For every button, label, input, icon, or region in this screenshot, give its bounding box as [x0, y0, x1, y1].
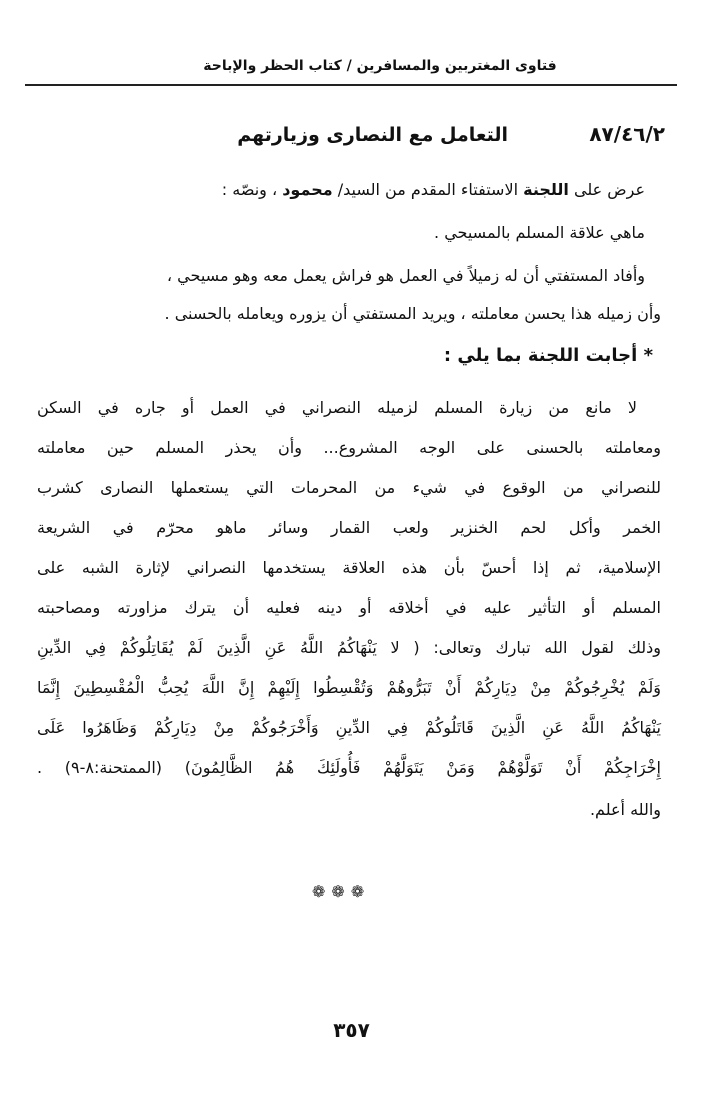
answer-line: الإسلامية، ثم إذا أحسّ بأن هذه العلاقة يستخدمها النصراني لإثارة الشبه على	[37, 558, 661, 577]
intro-prefix: عرض على	[574, 180, 645, 199]
quran-verse-line: إِخْرَاجِكُمْ أَنْ تَوَلَّوْهُمْ وَمَنْ يَتَوَلَّهُمْ فَأُولَئِكَ هُمُ الظَّالِمُونَ) (الممتحنة:٨-٩) .	[37, 758, 661, 777]
question-text: ماهي علاقة المسلم بالمسيحي .	[434, 223, 645, 242]
closing-line: والله أعلم.	[589, 800, 661, 819]
intro-middle: الاستفتاء المقدم من السيد/	[337, 180, 519, 199]
running-header: فتاوى المغتربين والمسافرين / كتاب الحظر والإباحة	[203, 58, 557, 74]
answer-line: المسلم أو التأثير عليه في أخلاقه أو دينه فعليه أن يترك مزاورته ومصاحبته	[37, 598, 661, 617]
committee-name: اللجنة	[523, 180, 569, 199]
answer-line: ومعاملته بالحسنى على الوجه المشروع... وأن يحذر المسلم حين معاملته	[37, 438, 661, 457]
fatwa-title: التعامل مع النصارى وزيارتهم	[237, 124, 508, 146]
question-intro	[222, 178, 645, 202]
quran-verse-line: يَنْهَاكُمُ اللَّهُ عَنِ الَّذِينَ قَاتَلُوكُمْ فِي الدِّينِ وَأَخْرَجُوكُمْ مِنْ دِيَارِكُمْ وَظَاهَرُوا عَلَى	[37, 718, 661, 737]
answer-line: الخمر وأكل لحم الخنزير ولعب القمار وسائر ماهو محرّم في الشريعة	[37, 518, 661, 537]
quran-verse-line: وَلَمْ يُخْرِجُوكُمْ مِنْ دِيَارِكُمْ أَنْ تَبَرُّوهُمْ وَتُقْسِطُوا إِلَيْهِمْ إِنَّ اللَّهَ يُحِبُّ الْمُقْسِطِينَ إِنَّمَا	[37, 678, 661, 697]
answer-line: لا مانع من زيارة المسلم لزميله النصراني في العمل أو جاره في السكن	[37, 398, 637, 417]
intro-suffix: ، ونصّه :	[221, 180, 278, 199]
fatwa-number: ٨٧/٤٦/٢	[589, 122, 665, 146]
question-details-line: وأن زميله هذا يحسن معاملته ، ويريد المستفتي أن يزوره ويعامله بالحسنى .	[164, 304, 661, 323]
answer-line: للنصراني من الوقوع في شيء من المحرمات التي يستعملها النصارى كشرب	[37, 478, 661, 497]
section-separator: ❁❁❁	[312, 882, 371, 901]
header-rule	[25, 84, 677, 86]
question-details-line: وأفاد المستفتي أن له زميلاً في العمل هو فراش يعمل معه وهو مسيحي ،	[166, 266, 645, 285]
answer-heading: * أجابت اللجنة بما يلي :	[443, 345, 653, 366]
page-number: ٣٥٧	[333, 1018, 370, 1042]
quran-verse-line: وذلك لقول الله تبارك وتعالى: ( لا يَنْهَاكُمُ اللَّهُ عَنِ الَّذِينَ لَمْ يُقَاتِلُوكُمْ فِي الدِّينِ	[37, 638, 661, 657]
asker-name: محمود	[282, 180, 333, 199]
